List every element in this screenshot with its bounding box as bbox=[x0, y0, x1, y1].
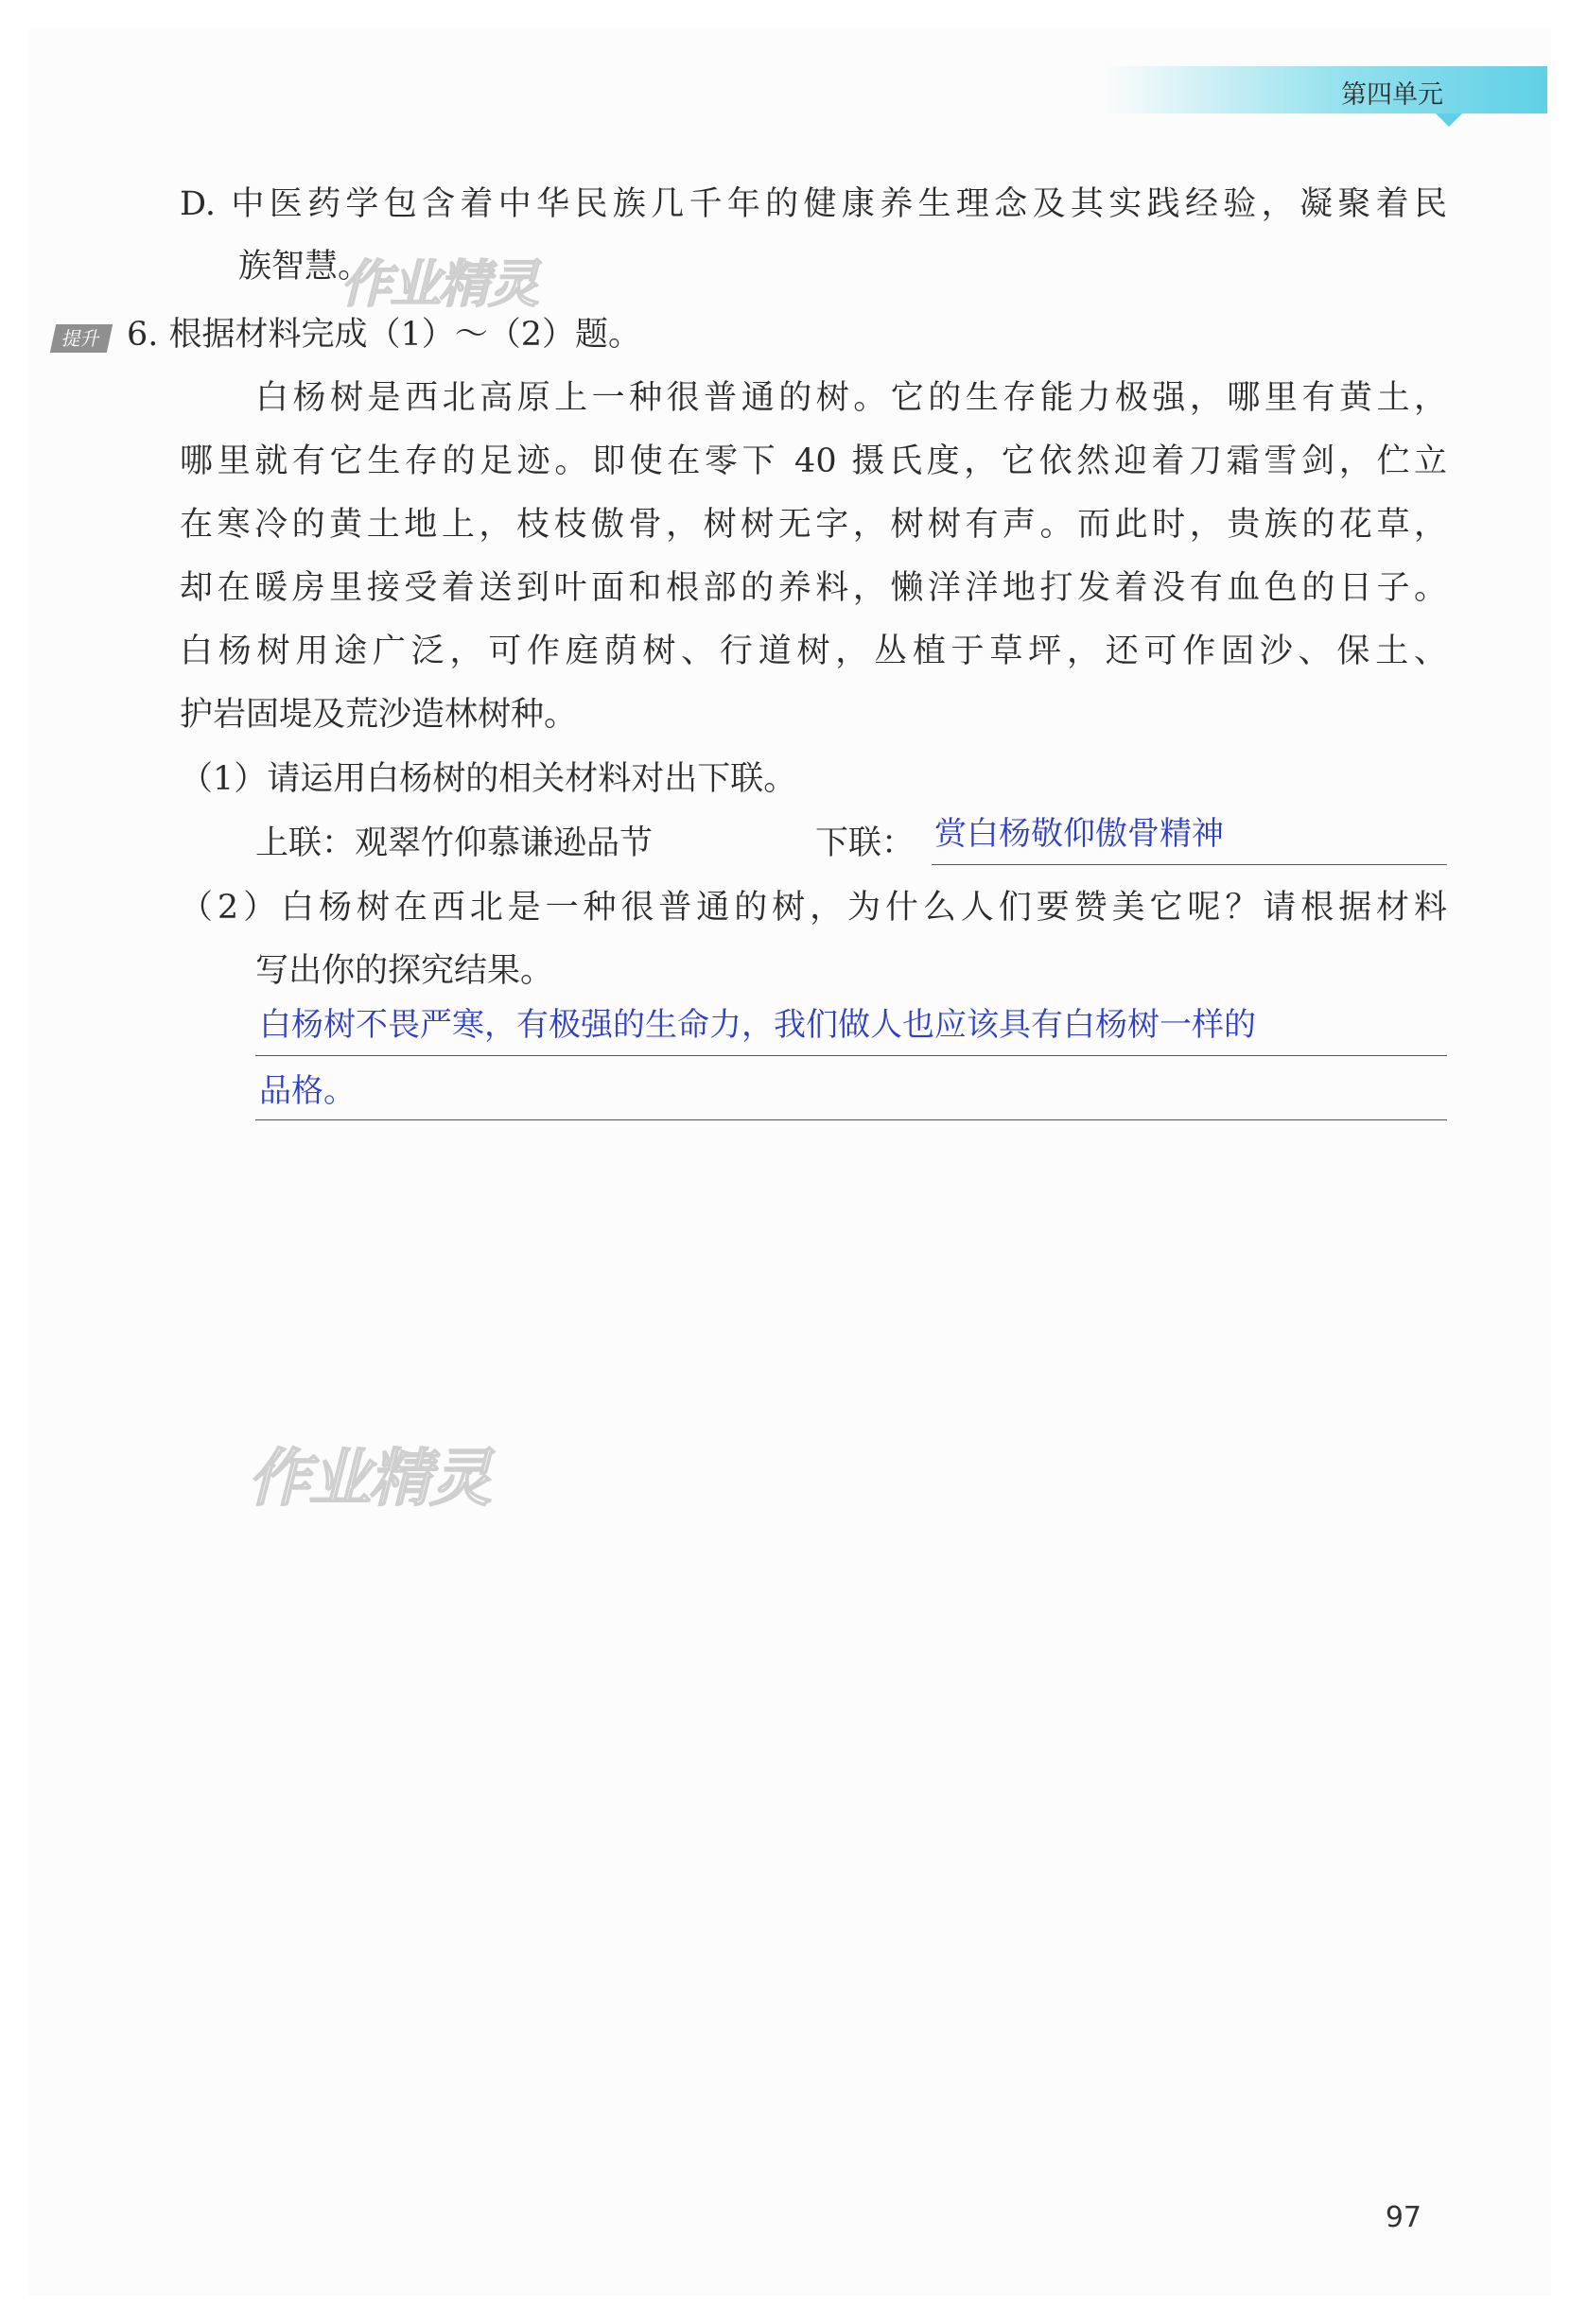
answer-line: 白杨树不畏严寒，有极强的生命力，我们做人也应该具有白杨树一样的 bbox=[259, 1006, 1256, 1044]
passage-line: 在寒冷的黄土地上，枝枝傲骨，树树无字，树树有声。而此时，贵族的花草， bbox=[180, 506, 1447, 544]
answer-underline bbox=[255, 1119, 1447, 1120]
page-number: 97 bbox=[1385, 2201, 1421, 2234]
lower-couplet-answer: 赏白杨敬仰傲骨精神 bbox=[934, 815, 1224, 853]
watermark: 作业精灵 bbox=[340, 254, 537, 314]
lower-couplet-label: 下联： bbox=[815, 824, 916, 862]
answer-line: 品格。 bbox=[259, 1072, 356, 1110]
sub-question-1: （1）请运用白杨树的相关材料对出下联。 bbox=[180, 760, 797, 798]
option-d-line2: 族智慧。 bbox=[238, 248, 372, 286]
answer-underline bbox=[932, 864, 1447, 865]
unit-label: 第四单元 bbox=[1341, 80, 1443, 110]
watermark: 作业精灵 bbox=[248, 1442, 490, 1515]
sub-question-2-line2: 写出你的探究结果。 bbox=[255, 952, 554, 990]
unit-banner bbox=[1103, 66, 1547, 113]
level-badge: 提升 bbox=[50, 324, 113, 353]
question-title: 6. 根据材料完成（1）～（2）题。 bbox=[127, 316, 642, 354]
banner-notch bbox=[1436, 113, 1462, 127]
option-d-line1: D. 中医药学包含着中华民族几千年的健康养生理念及其实践经验，凝聚着民 bbox=[180, 185, 1447, 223]
passage-line: 白杨树是西北高原上一种很普通的树。它的生存能力极强，哪里有黄土， bbox=[255, 379, 1447, 417]
sub-question-2-line1: （2）白杨树在西北是一种很普通的树，为什么人们要赞美它呢？请根据材料 bbox=[180, 889, 1447, 927]
page-background bbox=[28, 28, 1551, 2296]
upper-couplet: 上联：观翠竹仰慕谦逊品节 bbox=[255, 824, 654, 862]
answer-underline bbox=[255, 1055, 1447, 1056]
passage-line: 护岩固堤及荒沙造林树种。 bbox=[180, 696, 578, 734]
passage-line: 哪里就有它生存的足迹。即使在零下 40 摄氏度，它依然迎着刀霜雪剑，伫立 bbox=[180, 442, 1447, 480]
passage-line: 白杨树用途广泛，可作庭荫树、行道树，丛植于草坪，还可作固沙、保土、 bbox=[180, 633, 1447, 670]
passage-line: 却在暖房里接受着送到叶面和根部的养料，懒洋洋地打发着没有血色的日子。 bbox=[180, 569, 1447, 607]
